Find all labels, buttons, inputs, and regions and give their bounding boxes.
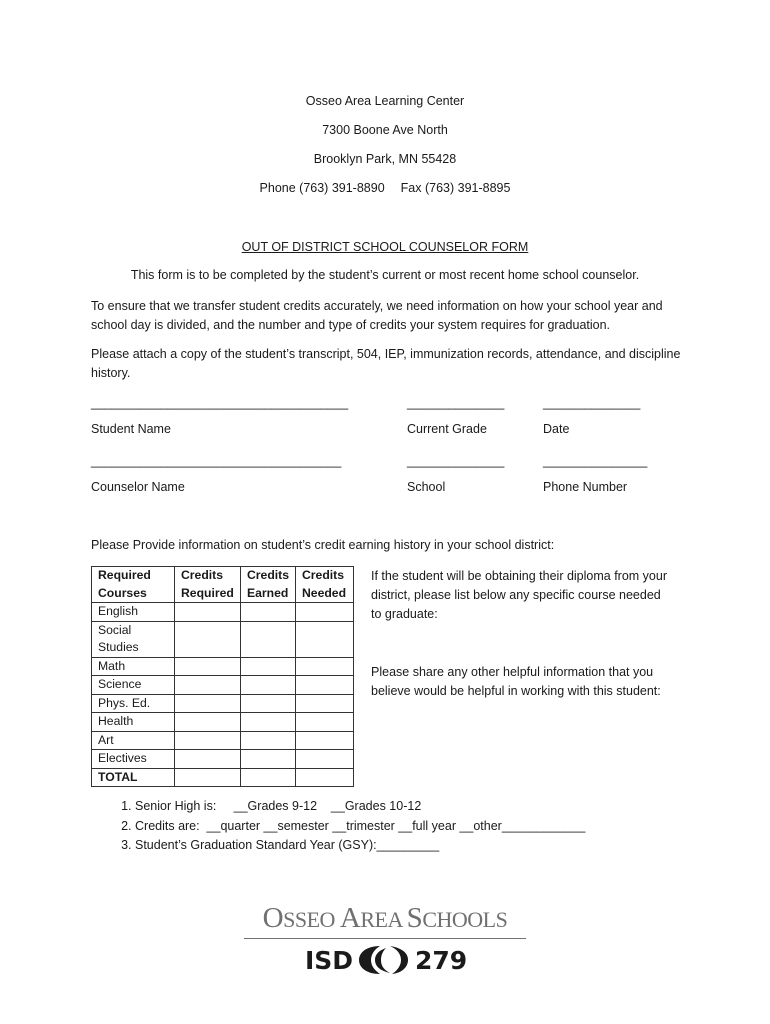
osseo-area-schools-logo: OSSEO AREA SCHOOLS (262, 902, 508, 934)
senior-high-question[interactable]: 1. Senior High is: __Grades 9-12 __Grades 10-12 (135, 797, 585, 817)
credits-needed-cell[interactable] (296, 694, 354, 713)
gsy-question[interactable]: 3. Student’s Graduation Standard Year (GSY):_________ (135, 836, 585, 856)
credits-required-cell[interactable] (175, 676, 241, 695)
credits-needed-total[interactable] (296, 768, 354, 787)
header-required-courses: Required Courses (92, 567, 175, 603)
questions-list (91, 797, 585, 856)
course-name: English (92, 603, 175, 622)
header-credits-earned: Credits Earned (241, 567, 296, 603)
credits-table (91, 566, 354, 787)
credits-are-question[interactable]: 2. Credits are: __quarter __semester __trimester __full year __other____________ (135, 817, 585, 837)
credits-required-cell[interactable] (175, 731, 241, 750)
credits-needed-cell[interactable] (296, 713, 354, 732)
ensure-text: To ensure that we transfer student credits accurately, we need information on how your school year and school day is divided, and the number and type of credits your system requires for graduation. (91, 299, 663, 332)
credits-earned-cell[interactable] (241, 657, 296, 676)
credits-earned-cell[interactable] (241, 603, 296, 622)
credits-needed-cell[interactable] (296, 621, 354, 657)
credits-needed-cell[interactable] (296, 750, 354, 769)
city-address: Brooklyn Park, MN 55428 (313, 152, 457, 166)
credits-earned-cell[interactable] (241, 694, 296, 713)
table-row (92, 750, 354, 769)
logo-divider (244, 938, 526, 939)
counselor-name-line[interactable]: ____________________________________ (91, 454, 342, 468)
intro-text: This form is to be completed by the student’s current or most recent home school counselor. (130, 268, 640, 282)
course-name: Electives (92, 750, 175, 769)
credits-earned-cell[interactable] (241, 731, 296, 750)
contact-line (0, 181, 770, 195)
credits-earned-cell[interactable] (241, 676, 296, 695)
table-row (92, 621, 354, 657)
form-title: OUT OF DISTRICT SCHOOL COUNSELOR FORM (241, 240, 529, 254)
street-address: 7300 Boone Ave North (322, 123, 448, 137)
diploma-text: If the student will be obtaining their diploma from your district, please list below any specific course needed to graduate: (371, 569, 667, 621)
history-prompt: Please Provide information on student’s credit earning history in your school district: (91, 538, 555, 552)
credits-required-cell[interactable] (175, 694, 241, 713)
school-line[interactable]: ______________ (407, 454, 505, 468)
phone-number-line[interactable]: _______________ (543, 454, 648, 468)
credits-needed-cell[interactable] (296, 657, 354, 676)
credits-earned-cell[interactable] (241, 621, 296, 657)
credits-needed-cell[interactable] (296, 603, 354, 622)
credits-required-cell[interactable] (175, 657, 241, 676)
course-name: Social Studies (92, 621, 175, 657)
table-row-total (92, 768, 354, 787)
table-row (92, 713, 354, 732)
table-row (92, 603, 354, 622)
credits-required-cell[interactable] (175, 750, 241, 769)
course-name: Math (92, 657, 175, 676)
course-name: Art (92, 731, 175, 750)
student-name-label: Student Name (91, 422, 171, 436)
date-label: Date (543, 422, 570, 436)
current-grade-line[interactable]: ______________ (407, 396, 505, 410)
form-title-wrap (0, 240, 770, 254)
swoosh-logo-icon (356, 943, 412, 977)
course-name: Science (92, 676, 175, 695)
credits-earned-total[interactable] (241, 768, 296, 787)
student-name-line[interactable]: _____________________________________ (91, 396, 349, 410)
header-credits-required: Credits Required (175, 567, 241, 603)
credits-required-total[interactable] (175, 768, 241, 787)
credits-required-cell[interactable] (175, 713, 241, 732)
credits-required-cell[interactable] (175, 621, 241, 657)
phone-number: Phone (763) 391-8890 (259, 181, 385, 195)
date-line[interactable]: ______________ (543, 396, 641, 410)
credits-needed-cell[interactable] (296, 731, 354, 750)
fax-number: Fax (763) 391-8895 (400, 181, 511, 195)
credits-earned-cell[interactable] (241, 750, 296, 769)
table-row (92, 657, 354, 676)
credits-earned-cell[interactable] (241, 713, 296, 732)
course-name: Health (92, 713, 175, 732)
logo-district-number: 279 (415, 946, 468, 975)
current-grade-label: Current Grade (407, 422, 487, 436)
helpful-text: Please share any other helpful information that you believe would be helpful in working with this student: (371, 665, 661, 698)
header-credits-needed: Credits Needed (296, 567, 354, 603)
credits-needed-cell[interactable] (296, 676, 354, 695)
phone-number-label: Phone Number (543, 480, 628, 494)
table-row (92, 694, 354, 713)
table-row (92, 731, 354, 750)
logo-isd-text: ISD (305, 946, 354, 975)
table-header-row (92, 567, 354, 603)
credits-required-cell[interactable] (175, 603, 241, 622)
org-name: Osseo Area Learning Center (305, 94, 465, 108)
course-name-total: TOTAL (92, 768, 175, 787)
table-row (92, 676, 354, 695)
counselor-name-label: Counselor Name (91, 480, 185, 494)
course-name: Phys. Ed. (92, 694, 175, 713)
school-label: School (407, 480, 446, 494)
attach-text: Please attach a copy of the student’s transcript, 504, IEP, immunization records, attendance, and discipline history. (91, 347, 681, 380)
